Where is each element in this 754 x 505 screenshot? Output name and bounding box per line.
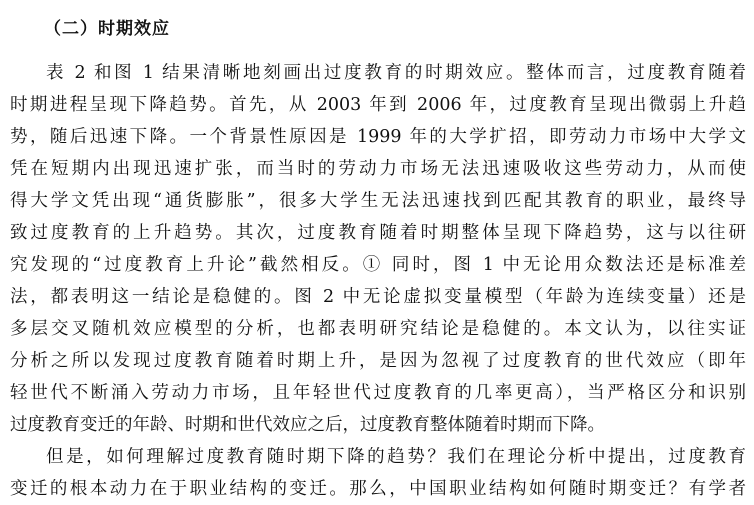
text-line: 时期进程呈现下降趋势。首先，从 2003 年到 2006 年，过度教育呈现出微弱上升趋: [10, 95, 746, 115]
paragraph-time-effect: [10, 57, 746, 441]
text-line: 过度教育变迁的年龄、时期和世代效应之后，过度教育整体随着时期而下降。: [10, 415, 605, 435]
text-line: 变迁的根本动力在于职业结构的变迁。那么，中国职业结构如何随时期变迁？有学者: [10, 479, 746, 499]
paragraph-occupation-structure: [10, 441, 746, 505]
text-line: 得大学文凭出现“通货膨胀”，很多大学生无法迅速找到匹配其教育的职业，最终导: [10, 191, 746, 211]
text-line: 轻世代不断涌入劳动力市场，且年轻世代过度教育的几率更高），当严格区分和识别: [10, 383, 746, 403]
text-line: 分析之所以发现过度教育随着时期上升，是因为忽视了过度教育的世代效应（即年: [10, 351, 746, 371]
text-line: 究发现的“过度教育上升论”截然相反。① 同时，图 1 中无论用众数法还是标准差: [10, 255, 746, 275]
text-line: 致过度教育的上升趋势。其次，过度教育随着时期整体呈现下降趋势，这与以往研: [10, 223, 746, 243]
text-line: 凭在短期内出现迅速扩张，而当时的劳动力市场无法迅速吸收这些劳动力，从而使: [10, 159, 746, 179]
text-line: 多层交叉随机效应模型的分析，也都表明研究结论是稳健的。本文认为，以往实证: [10, 319, 746, 339]
text-line: 势，随后迅速下降。一个背景性原因是 1999 年的大学扩招，即劳动力市场中大学文: [10, 127, 746, 147]
text-line: 但是，如何理解过度教育随时期下降的趋势？我们在理论分析中提出，过度教育: [46, 447, 746, 467]
text-line: 表 2 和图 1 结果清晰地刻画出过度教育的时期效应。整体而言，过度教育随着: [46, 63, 746, 83]
section-heading: （二）时期效应: [44, 19, 170, 39]
text-line: 法，都表明这一结论是稳健的。图 2 中无论虚拟变量模型（年龄为连续变量）还是: [10, 287, 746, 307]
